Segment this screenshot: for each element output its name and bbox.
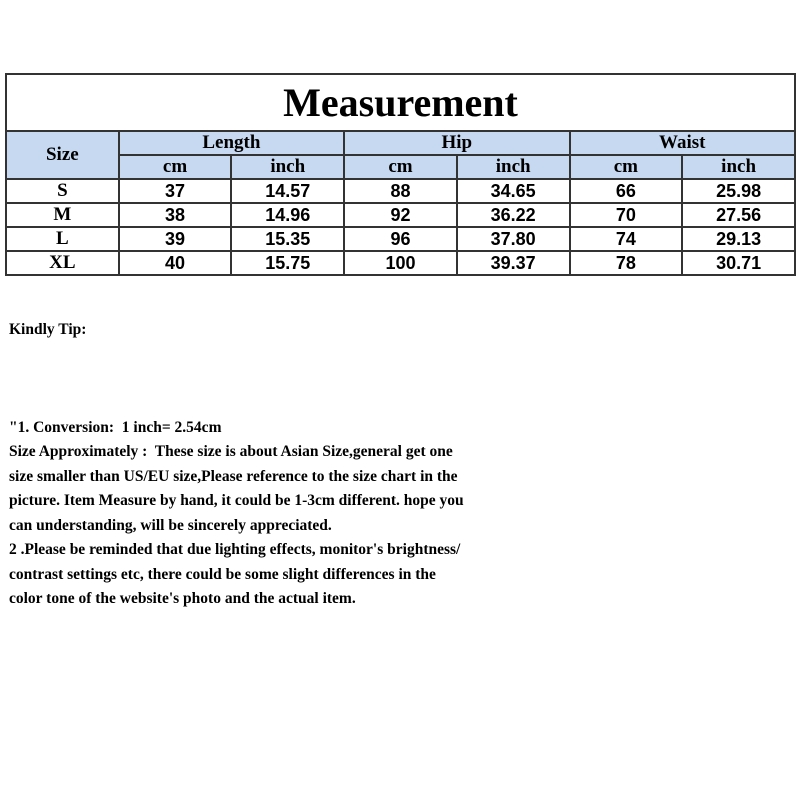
cell-value: 15.75 bbox=[231, 251, 344, 275]
kindly-tip bbox=[9, 293, 464, 636]
table-row bbox=[6, 179, 795, 203]
tip-line: 2 .Please be reminded that due lighting effects, monitor's brightness/ bbox=[9, 541, 461, 558]
cell-value: 96 bbox=[344, 227, 457, 251]
table-row bbox=[6, 251, 795, 275]
header-size: Size bbox=[6, 131, 119, 179]
tip-line: Size Approximately : These size is about Asian Size,general get one bbox=[9, 443, 453, 460]
table-row bbox=[6, 227, 795, 251]
cell-value: 30.71 bbox=[682, 251, 795, 275]
cell-value: 39 bbox=[119, 227, 232, 251]
unit-inch: inch bbox=[457, 155, 570, 179]
cell-value: 34.65 bbox=[457, 179, 570, 203]
tip-line: picture. Item Measure by hand, it could be 1-3cm different. hope you bbox=[9, 492, 464, 509]
cell-value: 27.56 bbox=[682, 203, 795, 227]
measurement-table bbox=[5, 73, 796, 276]
cell-value: 29.13 bbox=[682, 227, 795, 251]
cell-size: S bbox=[6, 179, 119, 203]
cell-value: 15.35 bbox=[231, 227, 344, 251]
tip-line: color tone of the website's photo and the actual item. bbox=[9, 590, 356, 607]
cell-value: 37.80 bbox=[457, 227, 570, 251]
tip-line: can understanding, will be sincerely appreciated. bbox=[9, 516, 332, 534]
cell-value: 38 bbox=[119, 203, 232, 227]
cell-value: 74 bbox=[570, 227, 683, 251]
tip-heading: Kindly Tip: bbox=[9, 320, 87, 338]
cell-value: 66 bbox=[570, 179, 683, 203]
unit-cm: cm bbox=[119, 155, 232, 179]
cell-value: 78 bbox=[570, 251, 683, 275]
header-length: Length bbox=[119, 131, 344, 155]
cell-value: 37 bbox=[119, 179, 232, 203]
tip-line: contrast settings etc, there could be some slight differences in the bbox=[9, 565, 436, 583]
unit-inch: inch bbox=[682, 155, 795, 179]
tip-line: size smaller than US/EU size,Please reference to the size chart in the bbox=[9, 467, 458, 485]
cell-value: 100 bbox=[344, 251, 457, 275]
table-title: Measurement bbox=[6, 74, 795, 131]
cell-value: 88 bbox=[344, 179, 457, 203]
header-hip: Hip bbox=[344, 131, 569, 155]
cell-size: XL bbox=[6, 251, 119, 275]
cell-value: 14.96 bbox=[231, 203, 344, 227]
table-row bbox=[6, 203, 795, 227]
cell-value: 92 bbox=[344, 203, 457, 227]
cell-value: 25.98 bbox=[682, 179, 795, 203]
cell-value: 70 bbox=[570, 203, 683, 227]
cell-value: 39.37 bbox=[457, 251, 570, 275]
cell-value: 40 bbox=[119, 251, 232, 275]
header-waist: Waist bbox=[570, 131, 795, 155]
unit-inch: inch bbox=[231, 155, 344, 179]
cell-size: L bbox=[6, 227, 119, 251]
cell-size: M bbox=[6, 203, 119, 227]
cell-value: 36.22 bbox=[457, 203, 570, 227]
unit-cm: cm bbox=[344, 155, 457, 179]
unit-cm: cm bbox=[570, 155, 683, 179]
cell-value: 14.57 bbox=[231, 179, 344, 203]
tip-line: "1. Conversion: 1 inch= 2.54cm bbox=[9, 418, 222, 436]
